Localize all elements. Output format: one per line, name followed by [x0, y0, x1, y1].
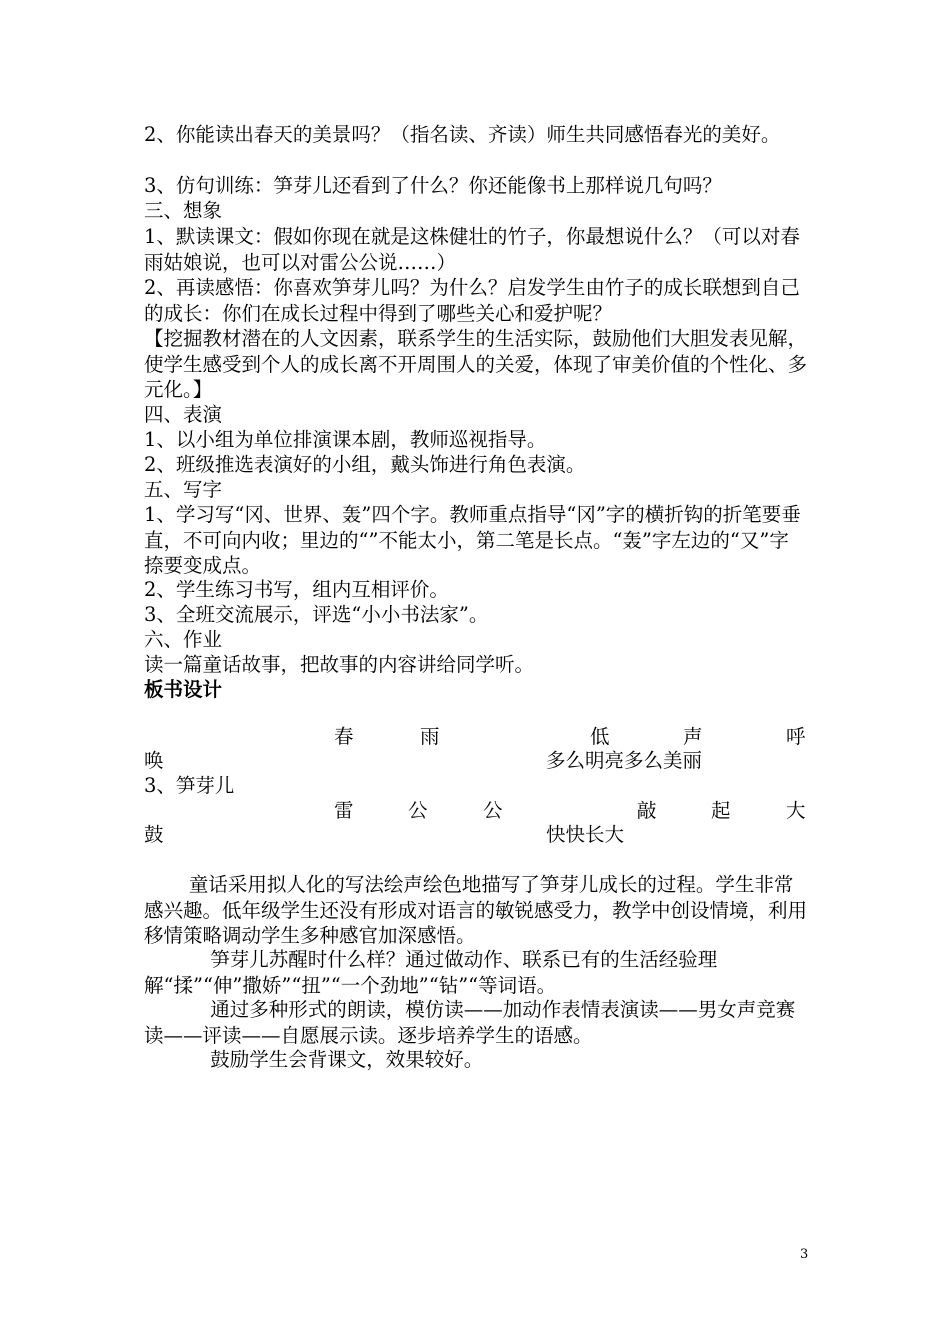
para-note: 【挖掘教材潜在的人文因素，联系学生的生活实际，鼓励他们大胆发表见解，使学生感受到个人的成长离不开周围人的关爱，体现了审美价值的个性化、多元化。】 [144, 327, 808, 401]
para-sentence-practice: 3、仿句训练：笋芽儿还看到了什么？你还能像书上那样说几句吗？ [144, 174, 722, 197]
board-phrase-grow: 快快长大 [546, 823, 625, 846]
board-char: 起 [711, 799, 731, 822]
para-display: 3、全班交流展示，评选“小小书法家”。 [144, 603, 489, 626]
board-char: 声 [683, 725, 703, 748]
reflection-para-3: 通过多种形式的朗读，模仿读——加动作表情表演读——男女声竞赛读——评读——自愿展示读。逐步培养学生的语感。 [144, 998, 796, 1047]
heading-perform: 四、表演 [144, 403, 223, 426]
para-practice: 2、学生练习书写，组内互相评价。 [144, 578, 449, 601]
board-char: 春 [334, 725, 354, 748]
board-design-title: 板书设计 [144, 678, 223, 701]
heading-writing: 五、写字 [144, 478, 223, 501]
heading-imagine: 三、想象 [144, 199, 223, 222]
board-char: 雨 [420, 725, 440, 748]
board-char: 敲 [637, 799, 657, 822]
board-char: 公 [483, 799, 503, 822]
para-write-characters: 1、学习写“冈、世界、轰”四个字。教师重点指导“冈”字的横折钩的折笔要垂直，不可向内收；里边的“”不能太小，第二笔是长点。“轰”字左边的“又”字捺要变成点。 [144, 503, 801, 577]
board-char: 大 [786, 799, 806, 822]
heading-homework: 六、作业 [144, 628, 223, 651]
board-topic: 3、笋芽儿 [144, 774, 235, 797]
reflection-para-1: 童话采用拟人化的写法绘声绘色地描写了笋芽儿成长的过程。学生非常感兴趣。低年级学生还没有形成对语言的敏锐感受力，教学中创设情境，利用移情策略调动学生多种感官加深感悟。 [144, 873, 808, 947]
board-char: 鼓 [144, 823, 164, 846]
reflection-para-4: 鼓励学生会背课文，效果较好。 [210, 1048, 484, 1071]
para-silent-read: 1、默读课文：假如你现在就是这株健壮的竹子，你最想说什么？（可以对春雨姑娘说，也可以对雷公公说……） [144, 225, 800, 274]
para-class-perform: 2、班级推选表演好的小组，戴头饰进行角色表演。 [144, 453, 586, 476]
page-number: 3 [800, 1247, 809, 1262]
board-char: 呼 [786, 725, 806, 748]
para-read-spring: 2、你能读出春天的美景吗？（指名读、齐读）师生共同感悟春光的美好。 [144, 123, 781, 146]
para-group-rehearse: 1、以小组为单位排演课本剧，教师巡视指导。 [144, 428, 547, 451]
para-reread: 2、再读感悟：你喜欢笋芽儿吗？为什么？启发学生由竹子的成长联想到自己的成长：你们在成长过程中得到了哪些关心和爱护呢？ [144, 276, 800, 325]
board-char: 公 [408, 799, 428, 822]
board-char: 雷 [334, 799, 354, 822]
board-char: 低 [590, 725, 610, 748]
reflection-para-2: 笋芽儿苏醒时什么样？通过做动作、联系已有的生活经验理解“揉”“伸”撒娇”“扭”“一个劲地”“钻”“等词语。 [144, 948, 718, 997]
para-homework: 读一篇童话故事，把故事的内容讲给同学听。 [144, 653, 535, 676]
board-char: 唤 [144, 749, 164, 772]
board-phrase-bright: 多么明亮多么美丽 [546, 749, 703, 772]
